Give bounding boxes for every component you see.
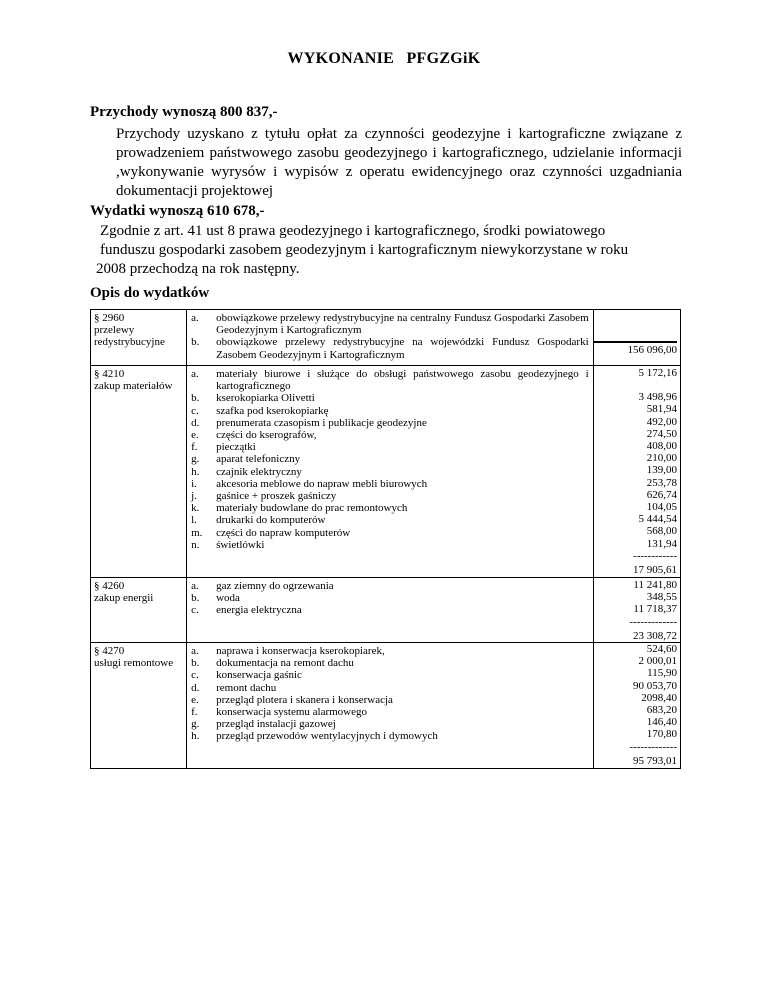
item-text: obowiązkowe przelewy redystrybucyjne na wojewódzki Fundusz Gospodarki Zasobem Geodezyjnym i Kartograficznym: [216, 336, 589, 361]
item-letter: a.: [191, 645, 199, 658]
list-item: [191, 336, 589, 360]
amount-separator: ------------: [633, 549, 677, 562]
section-name: zakup materiałów: [94, 380, 173, 393]
item-text: konserwacja gaśnic: [216, 669, 302, 682]
amount-value: 626,74: [646, 488, 677, 501]
item-text: remont dachu: [216, 681, 277, 694]
list-item: [191, 405, 589, 417]
amount-value: 11 241,80: [633, 579, 677, 591]
amount-value: 581,94: [646, 403, 677, 416]
item-text: materiały biurowe i służące do obsługi państwowego zasobu geodezyjnego i kartograficznego: [216, 368, 589, 393]
item-text: szafka pod kserokopiarkę: [216, 404, 329, 417]
amount-value: 170,80: [646, 728, 677, 741]
item-letter: e.: [191, 693, 199, 706]
item-text: naprawa i konserwacja kserokopiarek,: [216, 645, 385, 658]
list-item: [191, 706, 589, 718]
section-name: przelewy redystrybucyjne: [94, 324, 165, 349]
amount-value: 524,60: [646, 643, 677, 656]
amount-separator: -------------: [629, 615, 677, 628]
amount-value: 348,55: [646, 591, 677, 604]
expenses-table: [90, 309, 681, 769]
item-text: przegląd przewodów wentylacyjnych i dymowych: [216, 730, 438, 743]
amount-value: 492,00: [646, 415, 677, 428]
amount-value: 408,00: [646, 440, 677, 453]
item-letter: g.: [191, 453, 200, 466]
amount-value: 90 053,70: [633, 679, 677, 692]
amount-value: 131,94: [646, 537, 677, 550]
amount-cell: [593, 578, 680, 643]
amount-total: 17 905,61: [633, 564, 677, 577]
section-cell: [91, 310, 187, 366]
expenses-line: 2008 przechodzą na rok następny.: [96, 261, 300, 277]
item-letter: a.: [191, 312, 199, 324]
amount-value: 139,00: [646, 464, 677, 477]
amount-value: 683,20: [646, 704, 677, 717]
item-text: akcesoria meblowe do napraw mebli biurowych: [216, 477, 428, 490]
item-letter: a.: [191, 368, 199, 380]
amount-value: 146,40: [646, 716, 677, 729]
item-letter: b.: [191, 657, 200, 670]
list-item: [191, 502, 589, 514]
item-letter: k.: [191, 502, 200, 515]
list-item: [191, 669, 589, 681]
section-cell: [91, 578, 187, 643]
amount-value: 3 498,96: [638, 391, 677, 404]
amount-total: 23 308,72: [633, 629, 677, 642]
list-item: [191, 368, 589, 392]
amount-value: 274,50: [646, 427, 677, 440]
item-text: części do kserografów,: [216, 429, 317, 442]
table-row: [91, 643, 681, 769]
amount-value: 2098,40: [641, 691, 677, 704]
items-cell: [187, 366, 594, 578]
amount-cell: [593, 366, 680, 578]
amount-value: 156 096,00: [594, 341, 677, 356]
list-item: [191, 514, 589, 526]
section-code: § 4270: [94, 645, 125, 658]
item-letter: c.: [191, 404, 199, 417]
item-letter: d.: [191, 681, 200, 694]
item-letter: c.: [191, 669, 199, 682]
item-text: materiały budowlane do prac remontowych: [216, 502, 408, 515]
item-text: energia elektryczna: [216, 604, 302, 617]
list-item: [191, 580, 589, 592]
items-cell: [187, 310, 594, 366]
item-letter: m.: [191, 526, 203, 539]
table-row: [91, 310, 681, 366]
item-text: obowiązkowe przelewy redystrybucyjne na centralny Fundusz Gospodarki Zasobem Geodezyjnym i Kartograficznym: [216, 312, 589, 337]
list-item: [191, 539, 589, 551]
item-text: świetlówki: [216, 538, 265, 551]
amount-value: 115,90: [647, 667, 677, 680]
list-item: [191, 657, 589, 669]
item-letter: h.: [191, 730, 200, 743]
list-item: [191, 730, 589, 742]
item-letter: b.: [191, 592, 200, 605]
item-text: aparat telefoniczny: [216, 453, 301, 466]
expenses-heading: Wydatki wynoszą 610 678,-: [90, 203, 265, 219]
item-letter: f.: [191, 441, 198, 454]
item-letter: e.: [191, 429, 199, 442]
list-item: [191, 441, 589, 453]
item-text: drukarki do komputerów: [216, 514, 326, 527]
table-row: [91, 578, 681, 643]
list-item: [191, 592, 589, 604]
income-heading: Przychody wynoszą 800 837,-: [90, 104, 278, 120]
list-item: [191, 490, 589, 502]
item-letter: l.: [191, 514, 197, 527]
section-code: § 4260: [94, 580, 125, 592]
item-letter: n.: [191, 538, 200, 551]
list-item: [191, 527, 589, 539]
list-item: [191, 312, 589, 336]
amount-value: 2 000,01: [638, 655, 677, 668]
section-code: § 2960: [94, 312, 125, 324]
section-code: § 4210: [94, 368, 125, 380]
items-cell: [187, 578, 594, 643]
item-text: konserwacja systemu alarmowego: [216, 706, 368, 719]
item-letter: g.: [191, 718, 200, 731]
item-text: gaz ziemny do ogrzewania: [216, 580, 334, 592]
amount-separator: -------------: [629, 740, 677, 753]
item-text: gaśnice + proszek gaśniczy: [216, 490, 337, 503]
list-item: [191, 429, 589, 441]
item-letter: d.: [191, 416, 200, 429]
item-letter: i.: [191, 477, 197, 490]
amount-cell: [593, 643, 680, 769]
list-item: [191, 718, 589, 730]
item-text: części do napraw komputerów: [216, 526, 351, 539]
list-item: [191, 682, 589, 694]
amount-value: 210,00: [646, 452, 677, 465]
item-letter: c.: [191, 604, 199, 617]
section-name: usługi remontowe: [94, 657, 174, 670]
document-title: WYKONANIE PFGZGiK: [287, 50, 481, 67]
table-row: [91, 366, 681, 578]
list-item: [191, 392, 589, 404]
item-text: woda: [216, 592, 240, 605]
amount-value: 568,00: [646, 525, 677, 538]
expenses-line: Zgodnie z art. 41 ust 8 prawa geodezyjnego i kartograficznego, środki powiatowego: [100, 223, 606, 239]
amount-value: 11 718,37: [633, 603, 677, 616]
item-letter: b.: [191, 392, 200, 405]
section-cell: [91, 643, 187, 769]
section-name: zakup energii: [94, 592, 154, 605]
item-text: czajnik elektryczny: [216, 465, 302, 478]
amount-value: 5 444,54: [638, 513, 677, 526]
amount-total: 95 793,01: [633, 754, 677, 767]
item-letter: j.: [191, 490, 197, 503]
item-letter: f.: [191, 706, 198, 719]
list-item: [191, 417, 589, 429]
description-heading: Opis do wydatków: [90, 285, 210, 301]
item-text: przegląd instalacji gazowej: [216, 718, 336, 731]
amount-cell: [593, 310, 680, 366]
list-item: [191, 694, 589, 706]
item-letter: b.: [191, 336, 200, 349]
item-text: kserokopiarka Olivetti: [216, 392, 315, 405]
amount-value: 253,78: [646, 476, 677, 489]
expenses-line: funduszu gospodarki zasobem geodezyjnym i kartograficznym niewykorzystane w roku: [100, 242, 629, 258]
item-text: dokumentacja na remont dachu: [216, 657, 354, 670]
section-cell: [91, 366, 187, 578]
list-item: [191, 604, 589, 616]
list-item: [191, 645, 589, 657]
item-text: prenumerata czasopism i publikacje geodezyjne: [216, 416, 427, 429]
item-letter: a.: [191, 580, 199, 592]
item-text: pieczątki: [216, 441, 256, 454]
item-text: przegląd plotera i skanera i konserwacja: [216, 693, 393, 706]
expenses-description: [96, 222, 700, 279]
list-item: [191, 453, 589, 465]
item-letter: h.: [191, 465, 200, 478]
list-item: [191, 478, 589, 490]
income-description: Przychody uzyskano z tytułu opłat za czynności geodezyjne i kartograficzne związane z prowadzeniem państwowego zasobu geodezyjnego i kartograficznego, udzielanie informacji ,wykonywanie wyrysów i wypisów z operatu ewidencyjnego oraz czynności uzgadniania dokumentacji projektowej: [116, 126, 682, 199]
list-item: [191, 466, 589, 478]
amount-value: 5 172,16: [638, 367, 677, 379]
items-cell: [187, 643, 594, 769]
amount-value: 104,05: [646, 501, 677, 514]
